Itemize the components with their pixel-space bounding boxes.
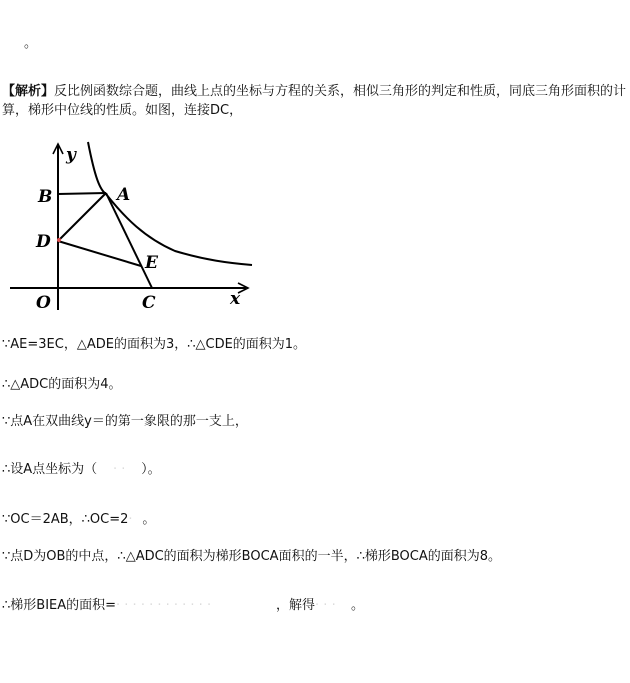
step-3: ∵点A在双曲线y＝的第一象限的那一支上， [2, 414, 248, 429]
label-A: A [117, 185, 131, 205]
step-5-post: 。 [142, 512, 156, 527]
step-7-pre: ∴梯形BIEA的面积= [2, 598, 117, 613]
step-7-mid: ，解得 [276, 598, 316, 613]
label-O: O [36, 293, 51, 313]
segment-DE [58, 241, 141, 266]
step-5-formula: · [128, 512, 133, 527]
step-7 [2, 594, 364, 613]
hyperbola-figure [0, 138, 260, 318]
step-7-post: 。 [351, 598, 365, 613]
segment-BA [58, 193, 106, 194]
step-5-pre: ∵OC＝2AB，∴OC=2 [2, 512, 129, 527]
analysis-paragraph [2, 82, 628, 120]
segment-AC [106, 193, 152, 288]
label-x: x [230, 289, 241, 309]
step-4 [2, 458, 161, 477]
step-2: ∴△ADC的面积为4。 [2, 377, 122, 392]
hyperbola-curve [88, 142, 252, 265]
label-y: y [66, 145, 76, 165]
step-6: ∵点D为OB的中点，∴△ADC的面积为梯形BOCA面积的一半，∴梯形BOCA的面积为8。 [2, 549, 502, 564]
step-4-formula: · · [112, 462, 126, 477]
step-4-post: ）。 [141, 462, 161, 477]
step-4-pre: ∴设A点坐标为（ [2, 462, 98, 477]
analysis-text: 反比例函数综合题，曲线上点的坐标与方程的关系，相似三角形的判定和性质，同底三角形面积的计算，梯形中位线的性质。如图，连接DC， [2, 84, 627, 118]
label-E: E [145, 253, 158, 273]
label-C: C [142, 293, 156, 313]
step-7-formula: · · · · · · · · · · · · [116, 598, 212, 613]
point-D-marker [57, 238, 61, 242]
top-mark: 。 [24, 36, 38, 51]
step-1: ∵AE=3EC，△ADE的面积为3，∴△CDE的面积为1。 [2, 337, 307, 352]
analysis-tag: 【解析】 [2, 84, 55, 99]
label-B: B [38, 187, 53, 207]
segment-AD [58, 193, 106, 241]
label-D: D [36, 232, 51, 252]
step-7-solution: · · · [315, 598, 336, 613]
step-5 [2, 508, 155, 527]
